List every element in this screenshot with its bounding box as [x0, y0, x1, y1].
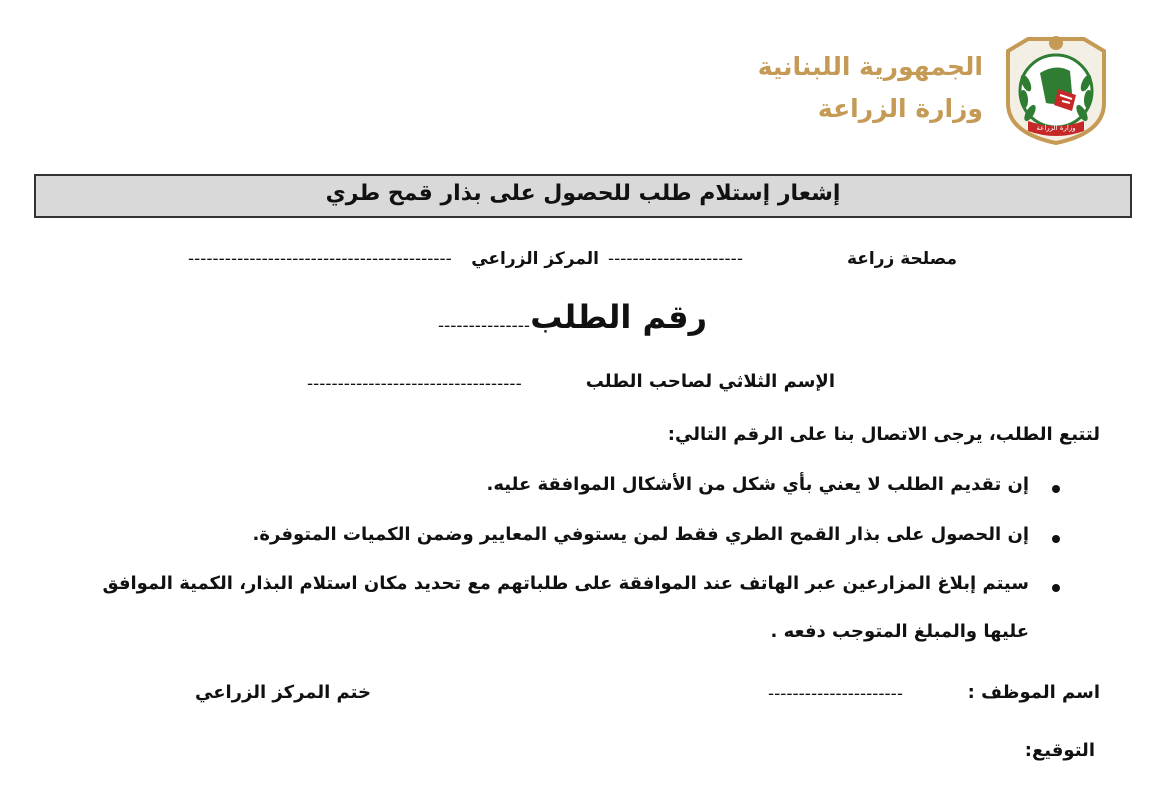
center-blank: -------------------------------------------: [188, 249, 452, 269]
employee-name-blank: ----------------------: [768, 684, 903, 704]
service-label: مصلحة زراعة: [846, 249, 957, 269]
request-number-label: رقم الطلب: [530, 298, 707, 336]
service-blank: ----------------------: [608, 249, 743, 269]
note-item: إن تقديم الطلب لا يعني بأي شكل من الأشكال الموافقة عليه.: [486, 474, 1029, 495]
note-item-continuation: عليها والمبلغ المتوجب دفعه .: [770, 621, 1029, 642]
ministry-name: وزارة الزراعة: [817, 94, 983, 123]
bullet-dot: [1052, 485, 1060, 493]
employee-name-label: اسم الموظف :: [967, 682, 1100, 703]
title-box: [34, 174, 1132, 218]
emblem-banner-text: وزارة الزراعة: [1036, 124, 1076, 132]
center-stamp-label: ختم المركز الزراعي: [195, 682, 371, 703]
bullet-dot: [1052, 535, 1060, 543]
full-name-label: الإسم الثلاثي لصاحب الطلب: [585, 371, 835, 392]
note-item: سيتم إبلاغ المزارعين عبر الهاتف عند الموافقة على طلباتهم مع تحديد مكان استلام البذار، الكمية الموافق: [102, 573, 1029, 594]
ministry-emblem-logo: [1000, 33, 1112, 145]
republic-name: الجمهورية اللبنانية: [757, 52, 983, 81]
request-number-blank: ---------------: [438, 316, 531, 336]
center-label: المركز الزراعي: [471, 249, 599, 269]
full-name-blank: -----------------------------------: [307, 374, 522, 394]
signature-label: التوقيع:: [1024, 740, 1095, 761]
page-title: إشعار إستلام طلب للحصول على بذار قمح طري: [325, 181, 841, 206]
bullet-dot: [1052, 584, 1060, 592]
contact-line: لتتبع الطلب، يرجى الاتصال بنا على الرقم التالي:: [667, 424, 1100, 445]
note-item: إن الحصول على بذار القمح الطري فقط لمن يستوفي المعايير وضمن الكميات المتوفرة.: [252, 524, 1029, 545]
